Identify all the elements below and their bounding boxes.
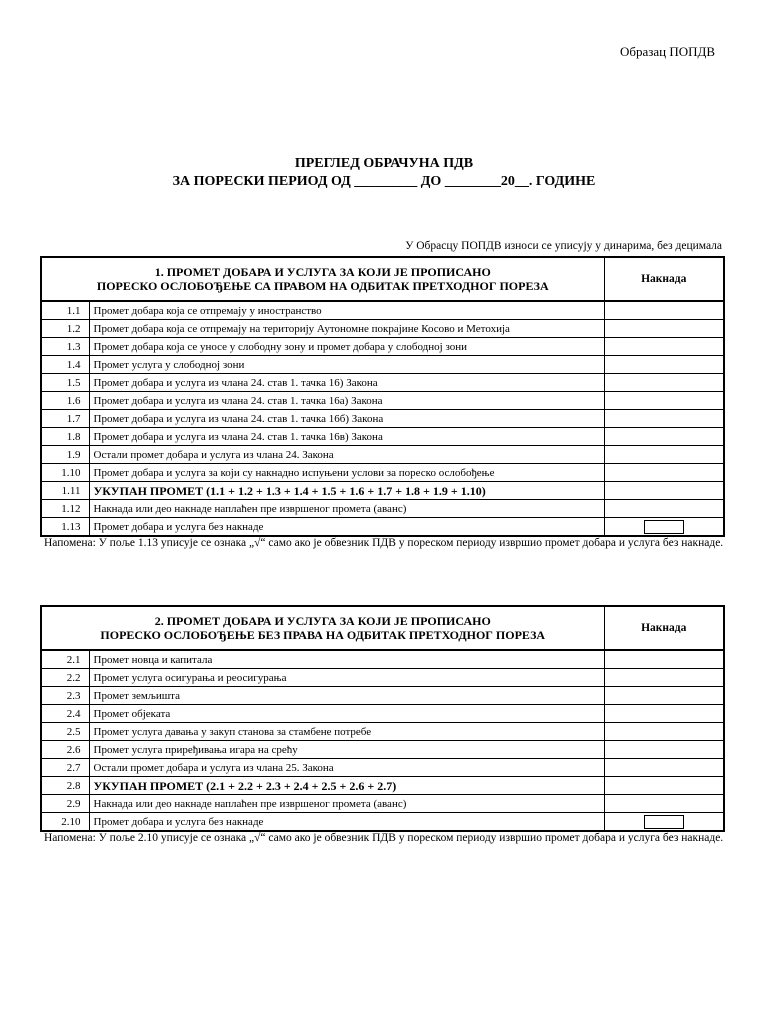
- row-number: 1.1: [41, 301, 89, 320]
- row-description: Промет добара и услуга из члана 24. став 1. тачка 16) Закона: [89, 374, 604, 392]
- amount-input-cell[interactable]: [604, 723, 724, 741]
- amount-input-cell[interactable]: [604, 301, 724, 320]
- table-row: [41, 518, 724, 537]
- no-compensation-checkbox[interactable]: [644, 520, 684, 534]
- section-2-table: [40, 605, 725, 832]
- amount-input-cell[interactable]: [604, 392, 724, 410]
- row-description: Промет новца и капитала: [89, 650, 604, 669]
- row-description: Промет добара и услуга из члана 24. став 1. тачка 16б) Закона: [89, 410, 604, 428]
- amount-input-cell[interactable]: [604, 374, 724, 392]
- row-description: Промет добара и услуга без накнаде: [89, 518, 604, 537]
- row-number: 2.10: [41, 813, 89, 832]
- section-2-title-line1: 2. ПРОМЕТ ДОБАРА И УСЛУГА ЗА КОЈИ ЈЕ ПРОПИСАНО: [154, 614, 491, 628]
- row-number: 1.7: [41, 410, 89, 428]
- row-description: Промет услуга приређивања игара на срећу: [89, 741, 604, 759]
- table-row: [41, 705, 724, 723]
- row-number: 1.2: [41, 320, 89, 338]
- row-description: Промет добара и услуга без накнаде: [89, 813, 604, 832]
- row-description: Промет добара која се отпремају у иностранство: [89, 301, 604, 320]
- table-row: [41, 428, 724, 446]
- section-1-title-line1: 1. ПРОМЕТ ДОБАРА И УСЛУГА ЗА КОЈИ ЈЕ ПРОПИСАНО: [154, 265, 491, 279]
- amount-input-cell[interactable]: [604, 500, 724, 518]
- table-row: [41, 741, 724, 759]
- row-number: 2.8: [41, 777, 89, 795]
- row-description: УКУПАН ПРОМЕТ (1.1 + 1.2 + 1.3 + 1.4 + 1.5 + 1.6 + 1.7 + 1.8 + 1.9 + 1.10): [89, 482, 604, 500]
- section-2-note: Напомена: У поље 2.10 уписује се ознака „√“ само ако је обвезник ПДВ у пореском периоду извршио промет добара и услуга без накнаде.: [44, 832, 724, 844]
- row-description: Остали промет добара и услуга из члана 25. Закона: [89, 759, 604, 777]
- row-description: Промет добара која се уносе у слободну зону и промет добара у слободној зони: [89, 338, 604, 356]
- amount-input-cell[interactable]: [604, 338, 724, 356]
- amount-input-cell[interactable]: [604, 777, 724, 795]
- row-description: Промет објеката: [89, 705, 604, 723]
- row-number: 2.4: [41, 705, 89, 723]
- amount-input-cell[interactable]: [604, 356, 724, 374]
- amount-input-cell[interactable]: [604, 705, 724, 723]
- table-row: [41, 410, 724, 428]
- table-row: [41, 813, 724, 832]
- amount-input-cell[interactable]: [604, 428, 724, 446]
- table-row: [41, 777, 724, 795]
- row-description: Промет услуга давања у закуп станова за стамбене потребе: [89, 723, 604, 741]
- row-number: 1.9: [41, 446, 89, 464]
- amount-input-cell[interactable]: [604, 759, 724, 777]
- row-description: Промет земљишта: [89, 687, 604, 705]
- row-number: 1.12: [41, 500, 89, 518]
- row-description: Промет добара и услуга из члана 24. став 1. тачка 16в) Закона: [89, 428, 604, 446]
- tax-period-title: ЗА ПОРЕСКИ ПЕРИОД ОД _________ ДО ________20__. ГОДИНЕ: [172, 174, 596, 189]
- row-number: 1.8: [41, 428, 89, 446]
- table-row: [41, 374, 724, 392]
- row-description: Остали промет добара и услуга из члана 24. Закона: [89, 446, 604, 464]
- amount-input-cell[interactable]: [604, 446, 724, 464]
- row-number: 2.5: [41, 723, 89, 741]
- row-description: Промет добара и услуга за који су накнадно испуњени услови за пореско ослобођење: [89, 464, 604, 482]
- row-number: 2.3: [41, 687, 89, 705]
- section-1-header: [41, 257, 604, 301]
- amount-input-cell[interactable]: [604, 741, 724, 759]
- table-row: [41, 759, 724, 777]
- table-row: [41, 500, 724, 518]
- row-number: 1.5: [41, 374, 89, 392]
- table-row: [41, 356, 724, 374]
- row-number: 2.7: [41, 759, 89, 777]
- units-note: У Обрасцу ПОПДВ износи се уписују у динарима, без децимала: [405, 240, 722, 252]
- table-row: [41, 301, 724, 320]
- checkmark-cell: [604, 518, 724, 537]
- table-row: [41, 723, 724, 741]
- table-row: [41, 669, 724, 687]
- row-number: 1.4: [41, 356, 89, 374]
- amount-input-cell[interactable]: [604, 464, 724, 482]
- table-row: [41, 687, 724, 705]
- checkmark-cell: [604, 813, 724, 832]
- amount-input-cell[interactable]: [604, 669, 724, 687]
- table-row: [41, 392, 724, 410]
- row-description: Промет добара и услуга из члана 24. став 1. тачка 16а) Закона: [89, 392, 604, 410]
- amount-input-cell[interactable]: [604, 795, 724, 813]
- row-number: 1.11: [41, 482, 89, 500]
- row-number: 1.10: [41, 464, 89, 482]
- table-row: [41, 795, 724, 813]
- table-row: [41, 650, 724, 669]
- amount-input-cell[interactable]: [604, 410, 724, 428]
- section-2-amount-header: Накнада: [604, 606, 724, 650]
- row-description: Промет услуга осигурања и реосигурања: [89, 669, 604, 687]
- amount-input-cell[interactable]: [604, 482, 724, 500]
- row-number: 2.1: [41, 650, 89, 669]
- row-description: Накнада или део накнаде наплаћен пре извршеног промета (аванс): [89, 500, 604, 518]
- row-description: УКУПАН ПРОМЕТ (2.1 + 2.2 + 2.3 + 2.4 + 2.5 + 2.6 + 2.7): [89, 777, 604, 795]
- section-1-title-line2: ПОРЕСКО ОСЛОБОЂЕЊЕ СА ПРАВОМ НА ОДБИТАК ПРЕТХОДНОГ ПОРЕЗА: [96, 279, 549, 293]
- row-number: 2.9: [41, 795, 89, 813]
- table-row: [41, 482, 724, 500]
- section-2-header: [41, 606, 604, 650]
- row-description: Накнада или део накнаде наплаћен пре извршеног промета (аванс): [89, 795, 604, 813]
- row-number: 1.6: [41, 392, 89, 410]
- page-title: ПРЕГЛЕД ОБРАЧУНА ПДВ: [294, 156, 474, 171]
- row-number: 1.13: [41, 518, 89, 537]
- table-row: [41, 446, 724, 464]
- row-description: Промет добара која се отпремају на територију Аутономне покрајине Косово и Метохија: [89, 320, 604, 338]
- amount-input-cell[interactable]: [604, 650, 724, 669]
- table-row: [41, 464, 724, 482]
- amount-input-cell[interactable]: [604, 687, 724, 705]
- no-compensation-checkbox[interactable]: [644, 815, 684, 829]
- amount-input-cell[interactable]: [604, 320, 724, 338]
- row-number: 2.6: [41, 741, 89, 759]
- form-code: Образац ПОПДВ: [620, 44, 716, 59]
- row-number: 1.3: [41, 338, 89, 356]
- section-1-note: Напомена: У поље 1.13 уписује се ознака „√“ само ако је обвезник ПДВ у пореском периоду извршио промет добара и услуга без накнаде.: [44, 537, 724, 549]
- section-2-title-line2: ПОРЕСКО ОСЛОБОЂЕЊЕ БЕЗ ПРАВА НА ОДБИТАК ПРЕТХОДНОГ ПОРЕЗА: [100, 628, 546, 642]
- row-number: 2.2: [41, 669, 89, 687]
- section-1-table: [40, 256, 725, 537]
- section-1-amount-header: Накнада: [604, 257, 724, 301]
- table-row: [41, 320, 724, 338]
- table-row: [41, 338, 724, 356]
- row-description: Промет услуга у слободној зони: [89, 356, 604, 374]
